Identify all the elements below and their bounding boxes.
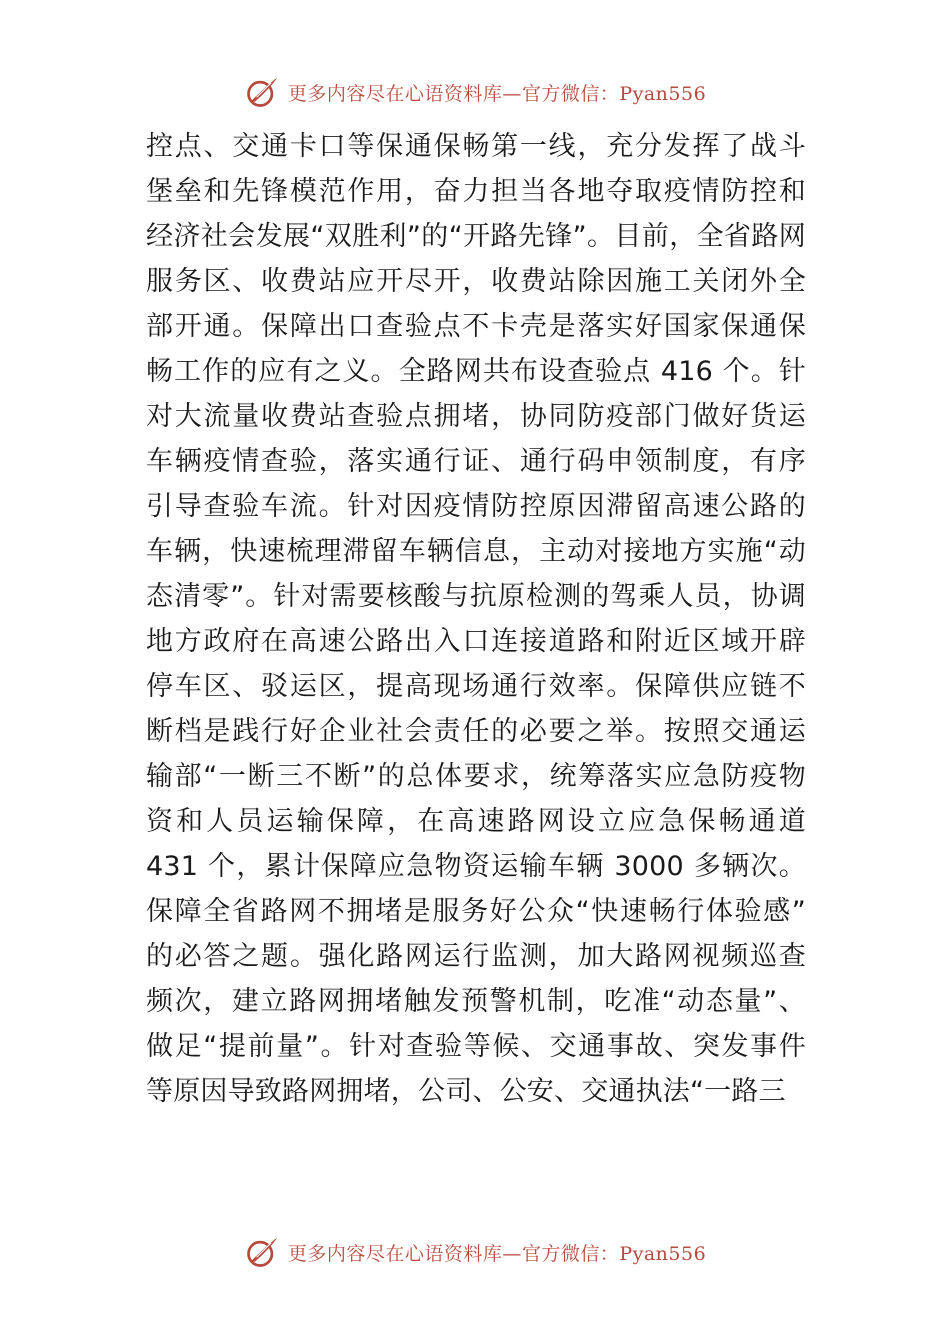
body-line: 畅工作的应有之义。全路网共布设查验点 416 个。针: [146, 356, 806, 387]
body-line: 引导查验车流。针对因疫情防控原因滞留高速公路的: [146, 491, 806, 522]
body-line: 服务区、收费站应开尽开，收费站除因施工关闭外全: [146, 266, 806, 297]
quill-logo-icon: [244, 74, 280, 110]
body-line: 部开通。保障出口查验点不卡壳是落实好国家保通保: [146, 311, 806, 342]
body-line: 的必答之题。强化路网运行监测，加大路网视频巡查: [146, 941, 806, 972]
body-line: 等原因导致路网拥堵，公司、公安、交通执法“一路三: [146, 1076, 786, 1107]
body-line: 车辆，快速梳理滞留车辆信息，主动对接地方实施“动: [146, 536, 806, 567]
body-line: 经济社会发展“双胜利”的“开路先锋”。目前，全省路网: [146, 221, 806, 252]
body-line: 控点、交通卡口等保通保畅第一线，充分发挥了战斗: [146, 131, 806, 162]
body-line: 态清零”。针对需要核酸与抗原检测的驾乘人员，协调: [146, 581, 806, 612]
footer-banner: [0, 1230, 950, 1274]
body-line: 堡垒和先锋模范作用，奋力担当各地夺取疫情防控和: [146, 176, 806, 207]
body-line: 频次，建立路网拥堵触发预警机制，吃准“动态量”、: [146, 986, 806, 1017]
footer-text: 更多内容尽在心语资料库—官方微信：Pyan556: [287, 1242, 707, 1265]
header-banner: [0, 70, 950, 114]
body-line: 断档是践行好企业社会责任的必要之举。按照交通运: [146, 716, 806, 747]
body-line: 地方政府在高速公路出入口连接道路和附近区域开辟: [146, 626, 806, 657]
body-line: 对大流量收费站查验点拥堵，协同防疫部门做好货运: [146, 401, 806, 432]
body-line: 资和人员运输保障，在高速路网设立应急保畅通道: [146, 806, 806, 837]
body-line: 431 个，累计保障应急物资运输车辆 3000 多辆次。: [146, 851, 806, 882]
quill-logo-icon: [244, 1234, 280, 1270]
body-line: 输部“一断三不断”的总体要求，统筹落实应急防疫物: [146, 761, 806, 792]
document-body: [146, 124, 806, 1114]
body-line: 保障全省路网不拥堵是服务好公众“快速畅行体验感”: [146, 896, 806, 927]
header-text: 更多内容尽在心语资料库—官方微信：Pyan556: [287, 82, 707, 105]
body-line: 做足“提前量”。针对查验等候、交通事故、突发事件: [146, 1031, 806, 1062]
body-line: 停车区、驳运区，提高现场通行效率。保障供应链不: [146, 671, 806, 702]
body-line: 车辆疫情查验，落实通行证、通行码申领制度，有序: [146, 446, 806, 477]
